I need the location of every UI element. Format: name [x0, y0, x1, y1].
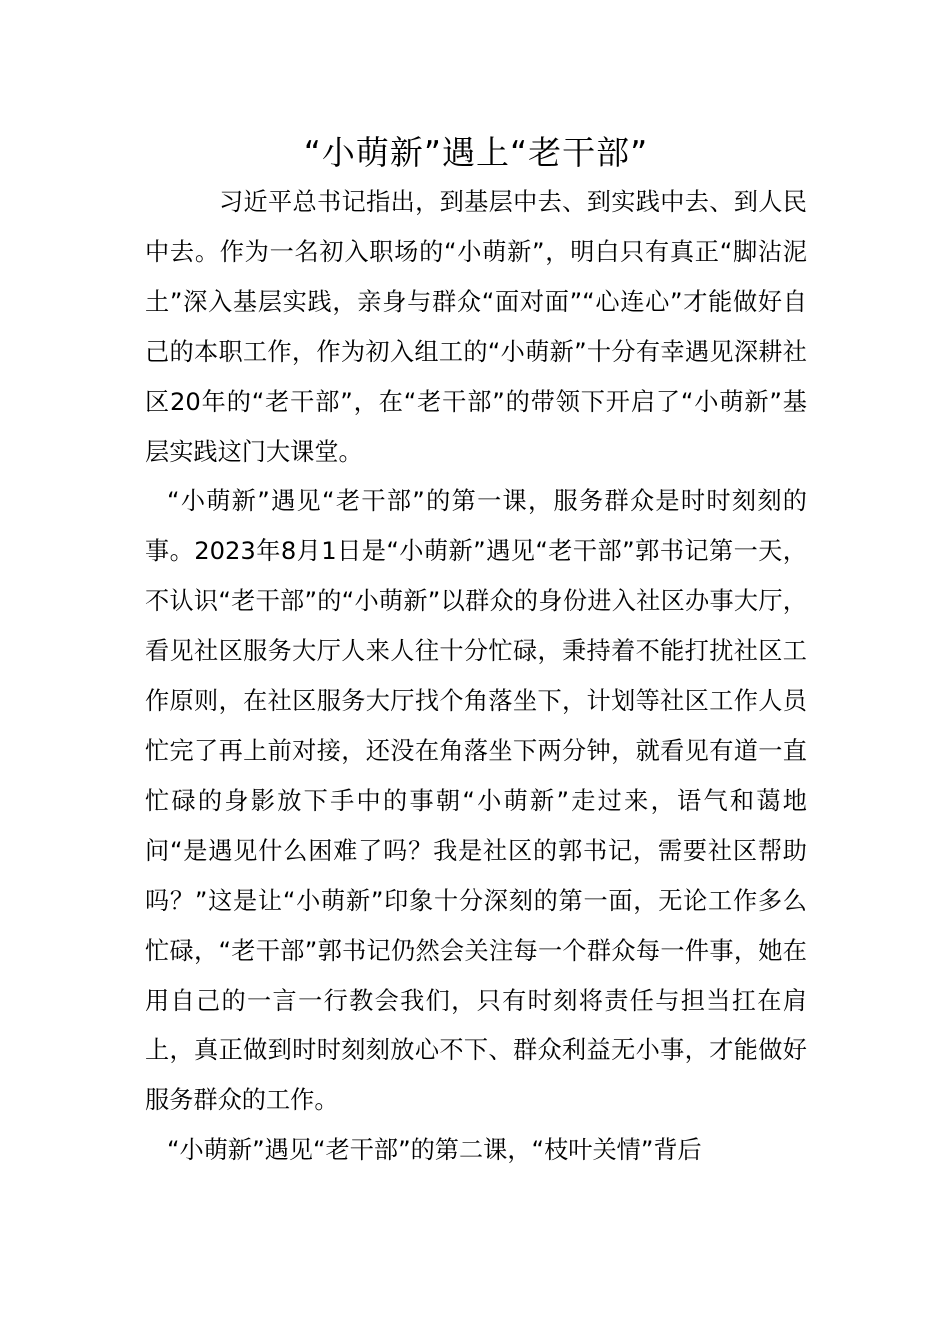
document-title: “小萌新”遇上“老干部” [303, 133, 649, 172]
paragraph-intro: 习近平总书记指出，到基层中去、到实践中去、到人民中去。作为一名初入职场的“小萌新”，明白只有真正“脚沾泥土”深入基层实践，亲身与群众“面对面”“心连心”才能做好自己的本职工作，作为初入组工的“小萌新”十分有幸遇见深耕社区20年的“老干部”，在“老干部”的带领下开启了“小萌新”基层实践这门大课堂。 [145, 188, 807, 466]
document-page [145, 128, 807, 1176]
paragraph-second-lesson: “小萌新”遇见“老干部”的第二课，“枝叶关情”背后 [167, 1136, 702, 1165]
paragraph-first-lesson: “小萌新”遇见“老干部”的第一课，服务群众是时时刻刻的事。2023年8月1日是“小萌新”遇见“老干部”郭书记第一天，不认识“老干部”的“小萌新”以群众的身份进入社区办事大厅，看见社区服务大厅人来人往十分忙碌，秉持着不能打扰社区工作原则，在社区服务大厅找个角落坐下，计划等社区工作人员忙完了再上前对接，还没在角落坐下两分钟，就看见有道一直忙碌的身影放下手中的事朝“小萌新”走过来，语气和蔼地问“是遇见什么困难了吗？我是社区的郭书记，需要社区帮助吗？”这是让“小萌新”印象十分深刻的第一面，无论工作多么忙碌，“老干部”郭书记仍然会关注每一个群众每一件事，她在用自己的一言一行教会我们，只有时刻将责任与担当扛在肩上，真正做到时时刻刻放心不下、群众利益无小事，才能做好服务群众的工作。 [145, 487, 807, 1115]
